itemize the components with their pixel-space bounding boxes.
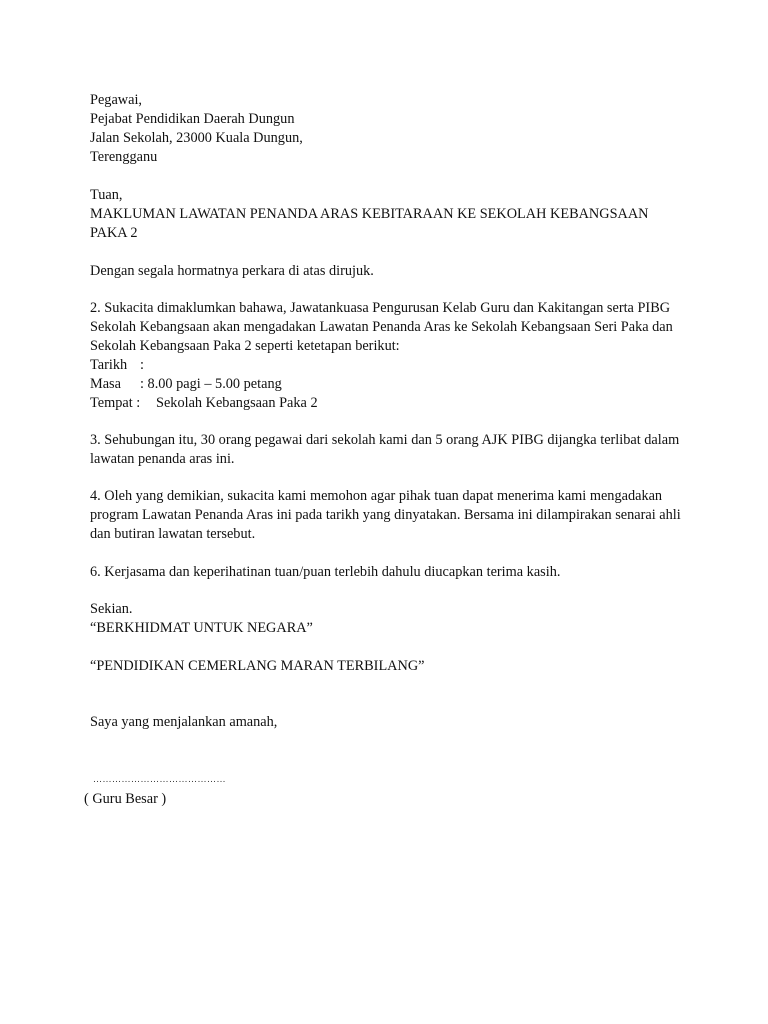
closing-amanah: Saya yang menjalankan amanah,	[90, 714, 278, 730]
detail-masa	[90, 375, 282, 394]
closing-sekian: Sekian.	[90, 601, 133, 617]
paragraph-4-line-2: program Lawatan Penanda Aras ini pada tarikh yang dinyatakan. Bersama ini dilampirakan senarai ahli	[90, 507, 681, 523]
paragraph-3-line-1: 3. Sehubungan itu, 30 orang pegawai dari sekolah kami dan 5 orang AJK PIBG dijangka terlibat dalam	[90, 432, 680, 448]
signatory-title: ( Guru Besar )	[84, 791, 167, 807]
paragraph-2-line-1: 2. Sukacita dimaklumkan bahawa, Jawatankuasa Pengurusan Kelab Guru dan Kakitangan serta PIBG	[90, 300, 671, 316]
paragraph-4-line-1: 4. Oleh yang demikian, sukacita kami memohon agar pihak tuan dapat menerima kami mengadakan	[90, 488, 663, 504]
motto-berkhidmat: “BERKHIDMAT UNTUK NEGARA”	[90, 620, 313, 636]
salutation: Tuan,	[90, 187, 123, 203]
signature-line: ……………………………………	[93, 774, 226, 784]
tarikh-separator: :	[140, 357, 144, 373]
paragraph-3-line-2: lawatan penanda aras ini.	[90, 451, 235, 467]
opening-paragraph: Dengan segala hormatnya perkara di atas dirujuk.	[90, 263, 374, 279]
masa-value: : 8.00 pagi – 5.00 petang	[140, 376, 282, 392]
recipient-line-1: Pegawai,	[90, 92, 143, 108]
subject-line-2: PAKA 2	[90, 225, 138, 241]
paragraph-2-line-3: Sekolah Kebangsaan Paka 2 seperti ketetapan berikut:	[90, 338, 400, 354]
masa-label: Masa	[90, 376, 121, 392]
recipient-line-2: Pejabat Pendidikan Daerah Dungun	[90, 111, 295, 127]
tempat-label: Tempat :	[90, 395, 141, 411]
detail-tempat	[90, 394, 318, 413]
paragraph-2-line-2: Sekolah Kebangsaan akan mengadakan Lawatan Penanda Aras ke Sekolah Kebangsaan Seri Paka dan	[90, 319, 673, 335]
paragraph-4-line-3: dan butiran lawatan tersebut.	[90, 526, 256, 542]
paragraph-6: 6. Kerjasama dan keperihatinan tuan/puan terlebih dahulu diucapkan terima kasih.	[90, 564, 561, 580]
subject-line-1: MAKLUMAN LAWATAN PENANDA ARAS KEBITARAAN KE SEKOLAH KEBANGSAAN	[90, 206, 649, 222]
recipient-line-4: Terengganu	[90, 149, 158, 165]
motto-pendidikan: “PENDIDIKAN CEMERLANG MARAN TERBILANG”	[90, 658, 425, 674]
detail-tarikh	[90, 356, 144, 375]
tarikh-label: Tarikh	[90, 357, 128, 373]
tempat-value: Sekolah Kebangsaan Paka 2	[156, 395, 318, 411]
recipient-line-3: Jalan Sekolah, 23000 Kuala Dungun,	[90, 130, 303, 146]
